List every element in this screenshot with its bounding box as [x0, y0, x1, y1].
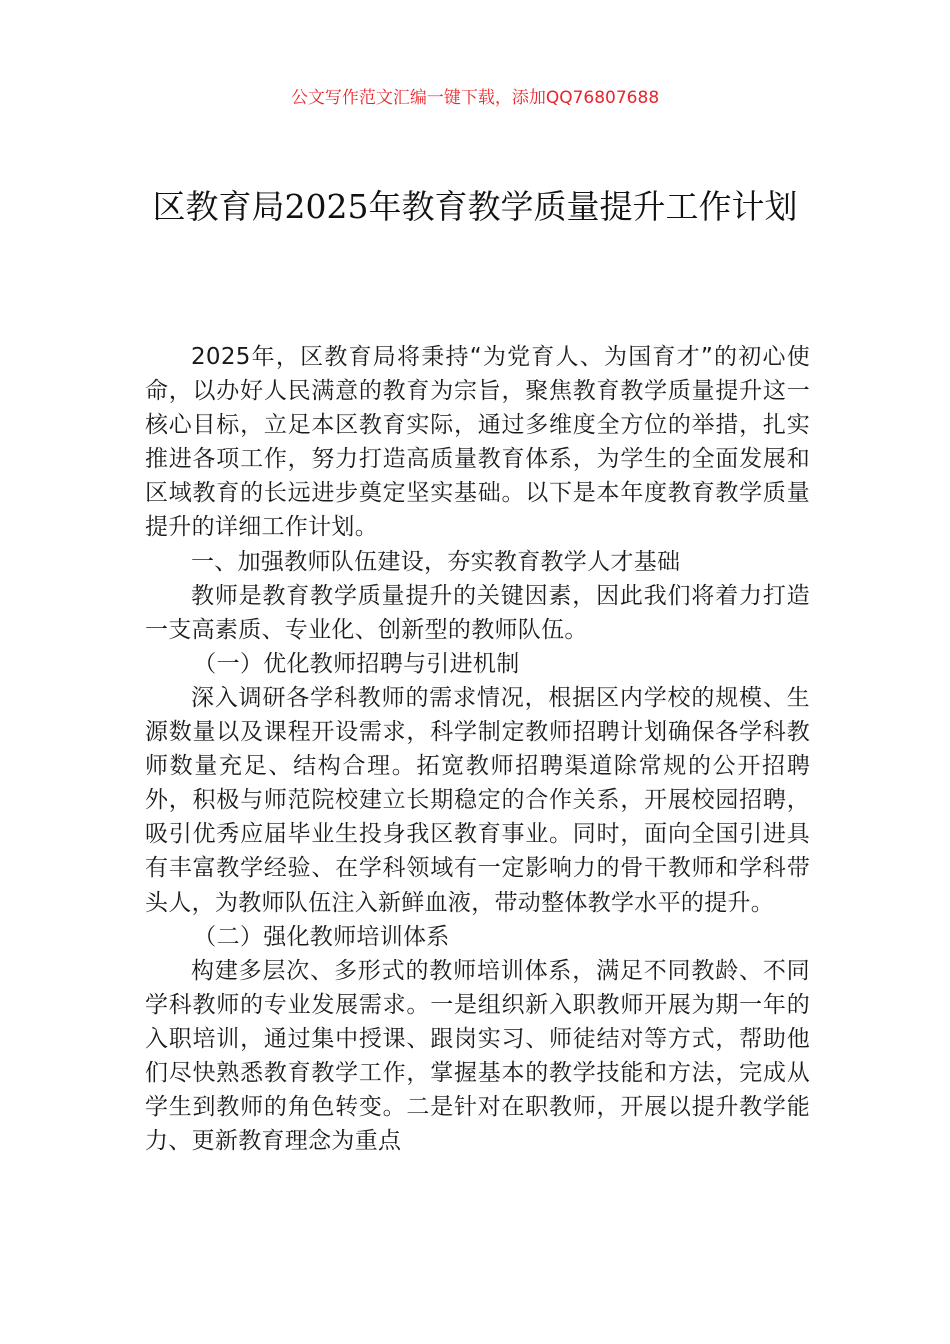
body-paragraph: 教师是教育教学质量提升的关键因素，因此我们将着力打造一支高素质、专业化、创新型的教师队伍。	[145, 582, 810, 643]
header-note: 公文写作范文汇编一键下载，添加QQ76807688	[290, 88, 660, 108]
body-paragraph: 深入调研各学科教师的需求情况，根据区内学校的规模、生源数量以及课程开设需求，科学制定教师招聘计划确保各学科教师数量充足、结构合理。拓宽教师招聘渠道除常规的公开招聘外，积极与师范院校建立长期稳定的合作关系，开展校园招聘，吸引优秀应届毕业生投身我区教育事业。同时，面向全国引进具有丰富教学经验、在学科领域有一定影响力的骨干教师和学科带头人，为教师队伍注入新鲜血液，带动整体教学水平的提升。	[145, 684, 810, 916]
section-heading: 一、加强教师队伍建设，夯实教育教学人才基础	[191, 548, 681, 575]
subsection-heading: （二）强化教师培训体系	[193, 923, 450, 950]
document-body	[145, 340, 810, 1158]
document-title: 区教育局2025年教育教学质量提升工作计划	[152, 187, 798, 226]
subsection-heading: （一）优化教师招聘与引进机制	[193, 650, 520, 677]
body-paragraph: 2025年，区教育局将秉持“为党育人、为国育才”的初心使命，以办好人民满意的教育为宗旨，聚焦教育教学质量提升这一核心目标，立足本区教育实际，通过多维度全方位的举措，扎实推进各项工作，努力打造高质量教育体系，为学生的全面发展和区域教育的长远进步奠定坚实基础。以下是本年度教育教学质量提升的详细工作计划。	[145, 344, 810, 541]
body-paragraph: 构建多层次、多形式的教师培训体系，满足不同教龄、不同学科教师的专业发展需求。一是组织新入职教师开展为期一年的入职培训，通过集中授课、跟岗实习、师徒结对等方式，帮助他们尽快熟悉教育教学工作，掌握基本的教学技能和方法，完成从学生到教师的角色转变。二是针对在职教师，开展以提升教学能力、更新教育理念为重点	[145, 957, 810, 1155]
